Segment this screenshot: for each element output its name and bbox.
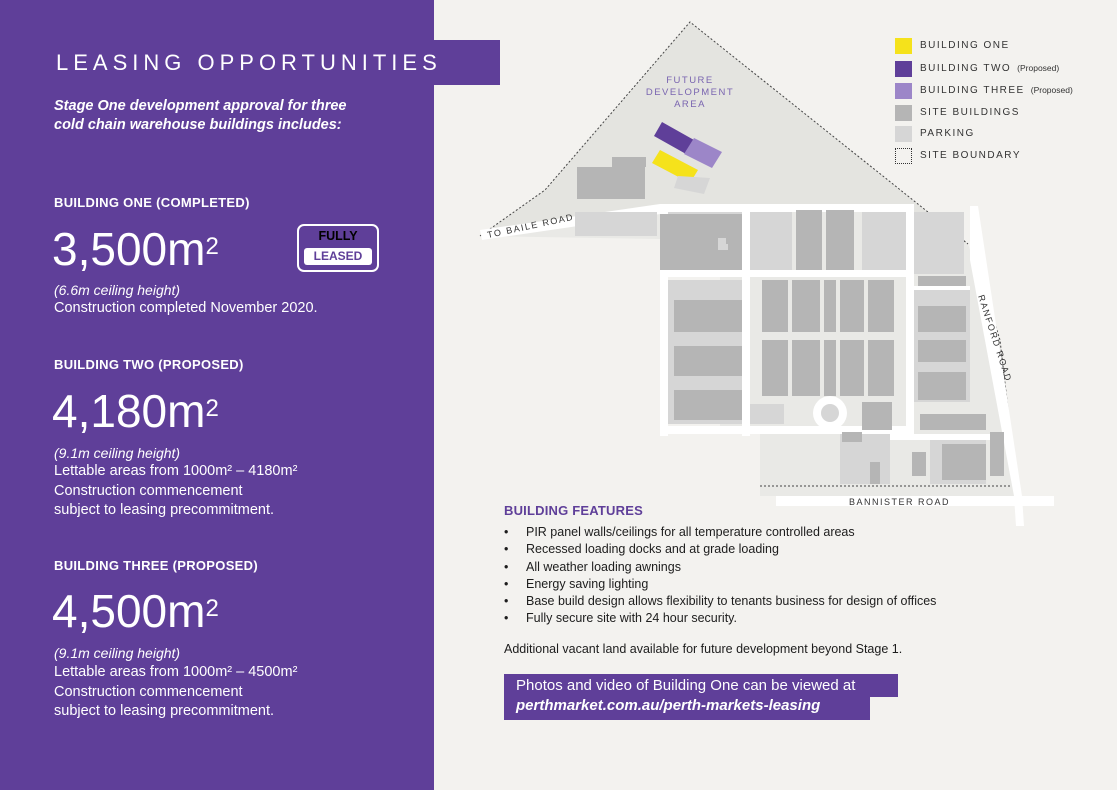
building-three-area-sup: 2 bbox=[205, 595, 219, 622]
intro-line-2: cold chain warehouse buildings includes: bbox=[54, 117, 342, 133]
site-building bbox=[792, 340, 820, 396]
building-three-detail-2: Construction commencement bbox=[54, 684, 243, 700]
future-area-label-2: DEVELOPMENT bbox=[645, 87, 735, 98]
parking bbox=[914, 212, 964, 274]
building-two-detail-1: Lettable areas from 1000m² – 4180m² bbox=[54, 463, 298, 479]
site-building bbox=[674, 390, 742, 420]
building-one-ceiling: (6.6m ceiling height) bbox=[54, 282, 181, 298]
future-area-label-3: AREA bbox=[674, 99, 706, 110]
legend-label: BUILDING TWO bbox=[920, 63, 1012, 74]
additional-land-note: Additional vacant land available for future development beyond Stage 1. bbox=[504, 642, 903, 656]
internal-road-4 bbox=[906, 204, 914, 434]
building-two-heading: BUILDING TWO (PROPOSED) bbox=[54, 357, 244, 372]
features-list bbox=[504, 524, 936, 628]
cta-text: Photos and video of Building One can be viewed at bbox=[516, 677, 856, 694]
building-two-detail-3: subject to leasing precommitment. bbox=[54, 502, 275, 518]
building-two-detail-2: Construction commencement bbox=[54, 483, 243, 499]
parking bbox=[862, 212, 906, 270]
building-one-detail-1: Construction completed November 2020. bbox=[54, 300, 318, 316]
legend-swatch-light-grey bbox=[895, 126, 912, 142]
building-three-ceiling: (9.1m ceiling height) bbox=[54, 645, 181, 661]
building-one-area bbox=[52, 223, 219, 275]
future-area-label-1: FUTURE bbox=[666, 75, 714, 86]
site-building bbox=[612, 157, 646, 167]
internal-road-5 bbox=[660, 270, 910, 277]
building-three-area bbox=[52, 585, 219, 637]
feature-item: • Energy saving lighting bbox=[504, 576, 936, 593]
building-one-area-value: 3,500m bbox=[52, 223, 206, 275]
site-building bbox=[674, 346, 742, 376]
legend-swatch-dotted bbox=[895, 148, 912, 164]
building-two-area bbox=[52, 385, 219, 437]
site-building bbox=[762, 280, 788, 332]
cta-link[interactable]: perthmarket.com.au/perth-markets-leasing bbox=[516, 697, 821, 714]
parking bbox=[750, 404, 784, 424]
features-title: BUILDING FEATURES bbox=[504, 503, 643, 518]
site-building bbox=[840, 340, 864, 396]
site-building bbox=[842, 432, 862, 442]
ranford-road-label: RANFORD ROAD bbox=[976, 293, 1014, 384]
building-three-detail-1: Lettable areas from 1000m² – 4500m² bbox=[54, 664, 298, 680]
legend-swatch-lilac bbox=[895, 83, 912, 99]
site-building bbox=[726, 222, 740, 244]
feature-item: • Recessed loading docks and at grade loading bbox=[504, 541, 936, 558]
site-building bbox=[918, 372, 966, 400]
site-building bbox=[942, 444, 986, 480]
site-building bbox=[792, 280, 820, 332]
building-three-detail-3: subject to leasing precommitment. bbox=[54, 703, 275, 719]
roundabout-centre bbox=[821, 404, 839, 422]
fully-leased-badge bbox=[297, 224, 379, 272]
feature-item: • PIR panel walls/ceilings for all temperature controlled areas bbox=[504, 524, 936, 541]
title-banner bbox=[32, 40, 500, 85]
legend-label-wrap bbox=[920, 85, 1073, 96]
legend-label: SITE BOUNDARY bbox=[920, 150, 1021, 161]
baile-road-label: TO BAILE ROAD bbox=[486, 211, 575, 240]
legend-label: BUILDING THREE bbox=[920, 85, 1025, 96]
building-three-heading: BUILDING THREE (PROPOSED) bbox=[54, 558, 258, 573]
badge-line-2: LEASED bbox=[304, 248, 372, 265]
intro-text bbox=[54, 97, 414, 135]
site-building bbox=[868, 280, 894, 332]
site-building bbox=[762, 340, 788, 396]
legend-swatch-purple bbox=[895, 61, 912, 77]
feature-item: • Fully secure site with 24 hour security. bbox=[504, 610, 936, 627]
feature-item: • Base build design allows flexibility to tenants business for design of offices bbox=[504, 593, 936, 610]
site-building bbox=[912, 452, 926, 476]
building-one-heading: BUILDING ONE (COMPLETED) bbox=[54, 195, 250, 210]
legend-note: (Proposed) bbox=[1030, 85, 1073, 95]
intro-line-1: Stage One development approval for three bbox=[54, 98, 347, 114]
site-building bbox=[826, 210, 854, 270]
site-building bbox=[870, 462, 880, 484]
parking bbox=[575, 212, 657, 236]
parking bbox=[750, 212, 792, 270]
legend-label-wrap bbox=[920, 63, 1059, 74]
feature-item: • All weather loading awnings bbox=[504, 559, 936, 576]
badge-line-1: FULLY bbox=[318, 229, 358, 243]
site-building bbox=[920, 414, 986, 430]
building-one-area-sup: 2 bbox=[205, 233, 219, 260]
legend-label: PARKING bbox=[920, 128, 975, 139]
legend-swatch-yellow bbox=[895, 38, 912, 54]
site-building bbox=[840, 280, 864, 332]
site-building bbox=[990, 432, 1004, 476]
legend-label: SITE BUILDINGS bbox=[920, 107, 1020, 118]
legend-note: (Proposed) bbox=[1017, 63, 1060, 73]
cta-banner-line-1 bbox=[504, 674, 898, 697]
page-title: LEASING OPPORTUNITIES bbox=[56, 50, 442, 75]
building-two-area-sup: 2 bbox=[205, 395, 219, 422]
building-three-area-value: 4,500m bbox=[52, 585, 206, 637]
site-building bbox=[868, 340, 894, 396]
internal-road-3 bbox=[742, 204, 750, 436]
site-building bbox=[577, 167, 645, 199]
building-two-ceiling: (9.1m ceiling height) bbox=[54, 445, 181, 461]
legend-label: BUILDING ONE bbox=[920, 40, 1010, 51]
bannister-road-label: BANNISTER ROAD bbox=[849, 497, 951, 507]
cta-banner-line-2[interactable] bbox=[504, 695, 870, 720]
internal-road-8 bbox=[890, 434, 990, 440]
site-building bbox=[824, 340, 836, 396]
site-building bbox=[918, 340, 966, 362]
site-building bbox=[674, 300, 742, 332]
site-building bbox=[862, 402, 892, 430]
site-building bbox=[824, 280, 836, 332]
site-map bbox=[434, 0, 1117, 540]
site-building bbox=[796, 210, 822, 270]
building-two-area-value: 4,180m bbox=[52, 385, 206, 437]
site-building bbox=[918, 276, 966, 286]
internal-road-1 bbox=[660, 204, 910, 212]
site-building bbox=[918, 306, 966, 332]
legend-swatch-grey bbox=[895, 105, 912, 121]
